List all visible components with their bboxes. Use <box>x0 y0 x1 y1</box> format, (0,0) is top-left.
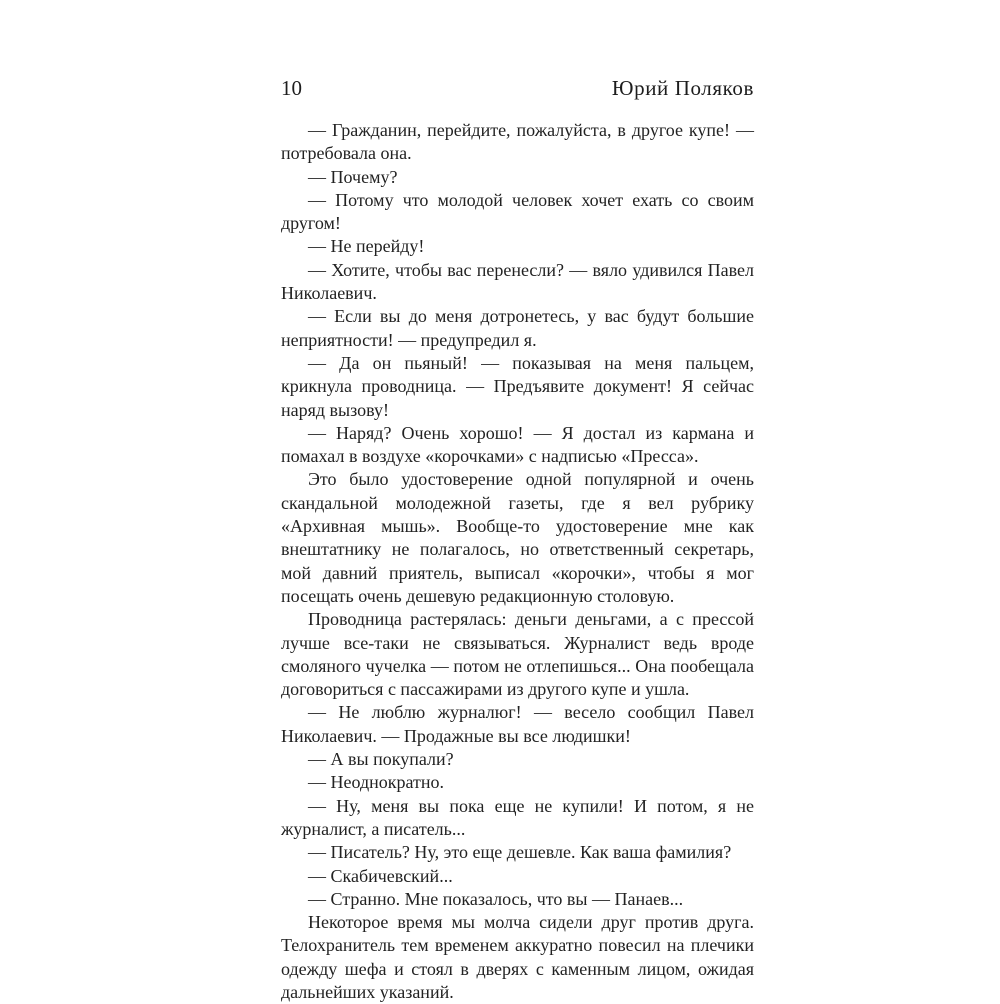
paragraph: — Потому что молодой человек хочет ехать со своим другом! <box>281 189 754 234</box>
paragraph: Это было удостоверение одной популярной и очень скандальной молодежной газеты, где я вел рубрику «Архивная мышь». Вообще-то удостоверение мне как внештатнику не полагалось, но ответственный секретарь, мой давний приятель, выписал «корочки», чтобы я мог посещать очень дешевую редакционную столовую. <box>281 469 754 606</box>
paragraph: — Ну, меня вы пока еще не купили! И потом, я не журналист, а писатель... <box>281 795 754 839</box>
page-number: 10 <box>281 76 302 100</box>
paragraph: — Странно. Мне показалось, что вы — Панаев... <box>308 888 684 909</box>
paragraph: — Почему? <box>308 166 398 187</box>
paragraph: — Скабичевский... <box>308 865 453 886</box>
paragraph: — Хотите, чтобы вас перенесли? — вяло удивился Павел Николаевич. <box>281 259 754 304</box>
paragraph: — Не перейду! <box>308 236 425 257</box>
paragraph: — Если вы до меня дотронетесь, у вас будут большие неприятности! — предупредил я. <box>281 306 754 350</box>
paragraph: — А вы покупали? <box>308 749 454 770</box>
paragraph: — Да он пьяный! — показывая на меня пальцем, крикнула проводница. — Предъявите документ! Я сейчас наряд вызову! <box>281 352 754 420</box>
body-text <box>281 119 754 1004</box>
paragraph: — Не люблю журналюг! — весело сообщил Павел Николаевич. — Продажные вы все людишки! <box>281 702 754 746</box>
paragraph: — Гражданин, перейдите, пожалуйста, в другое купе! — потребовала она. <box>281 120 754 164</box>
page-header <box>281 76 754 102</box>
paragraph: — Наряд? Очень хорошо! — Я достал из кармана и помахал в воздухе «корочками» с надписью «Пресса». <box>281 422 754 467</box>
paragraph: Некоторое время мы молча сидели друг против друга. Телохранитель тем временем аккуратно повесил на плечики одежду шефа и стоял в дверях с каменным лицом, ожидая дальнейших указаний. <box>281 912 754 1002</box>
paragraph: — Неоднократно. <box>308 772 445 793</box>
paragraph: — Писатель? Ну, это еще дешевле. Как ваша фамилия? <box>308 842 732 863</box>
running-head-author: Юрий Поляков <box>611 76 754 100</box>
paragraph: Проводница растерялась: деньги деньгами, а с прессой лучше все-таки не связываться. Журналист ведь вроде смоляного чучелка — потом не отлепишься... Она пообещала договориться с пассажирами из другого купе и ушла. <box>281 609 754 700</box>
